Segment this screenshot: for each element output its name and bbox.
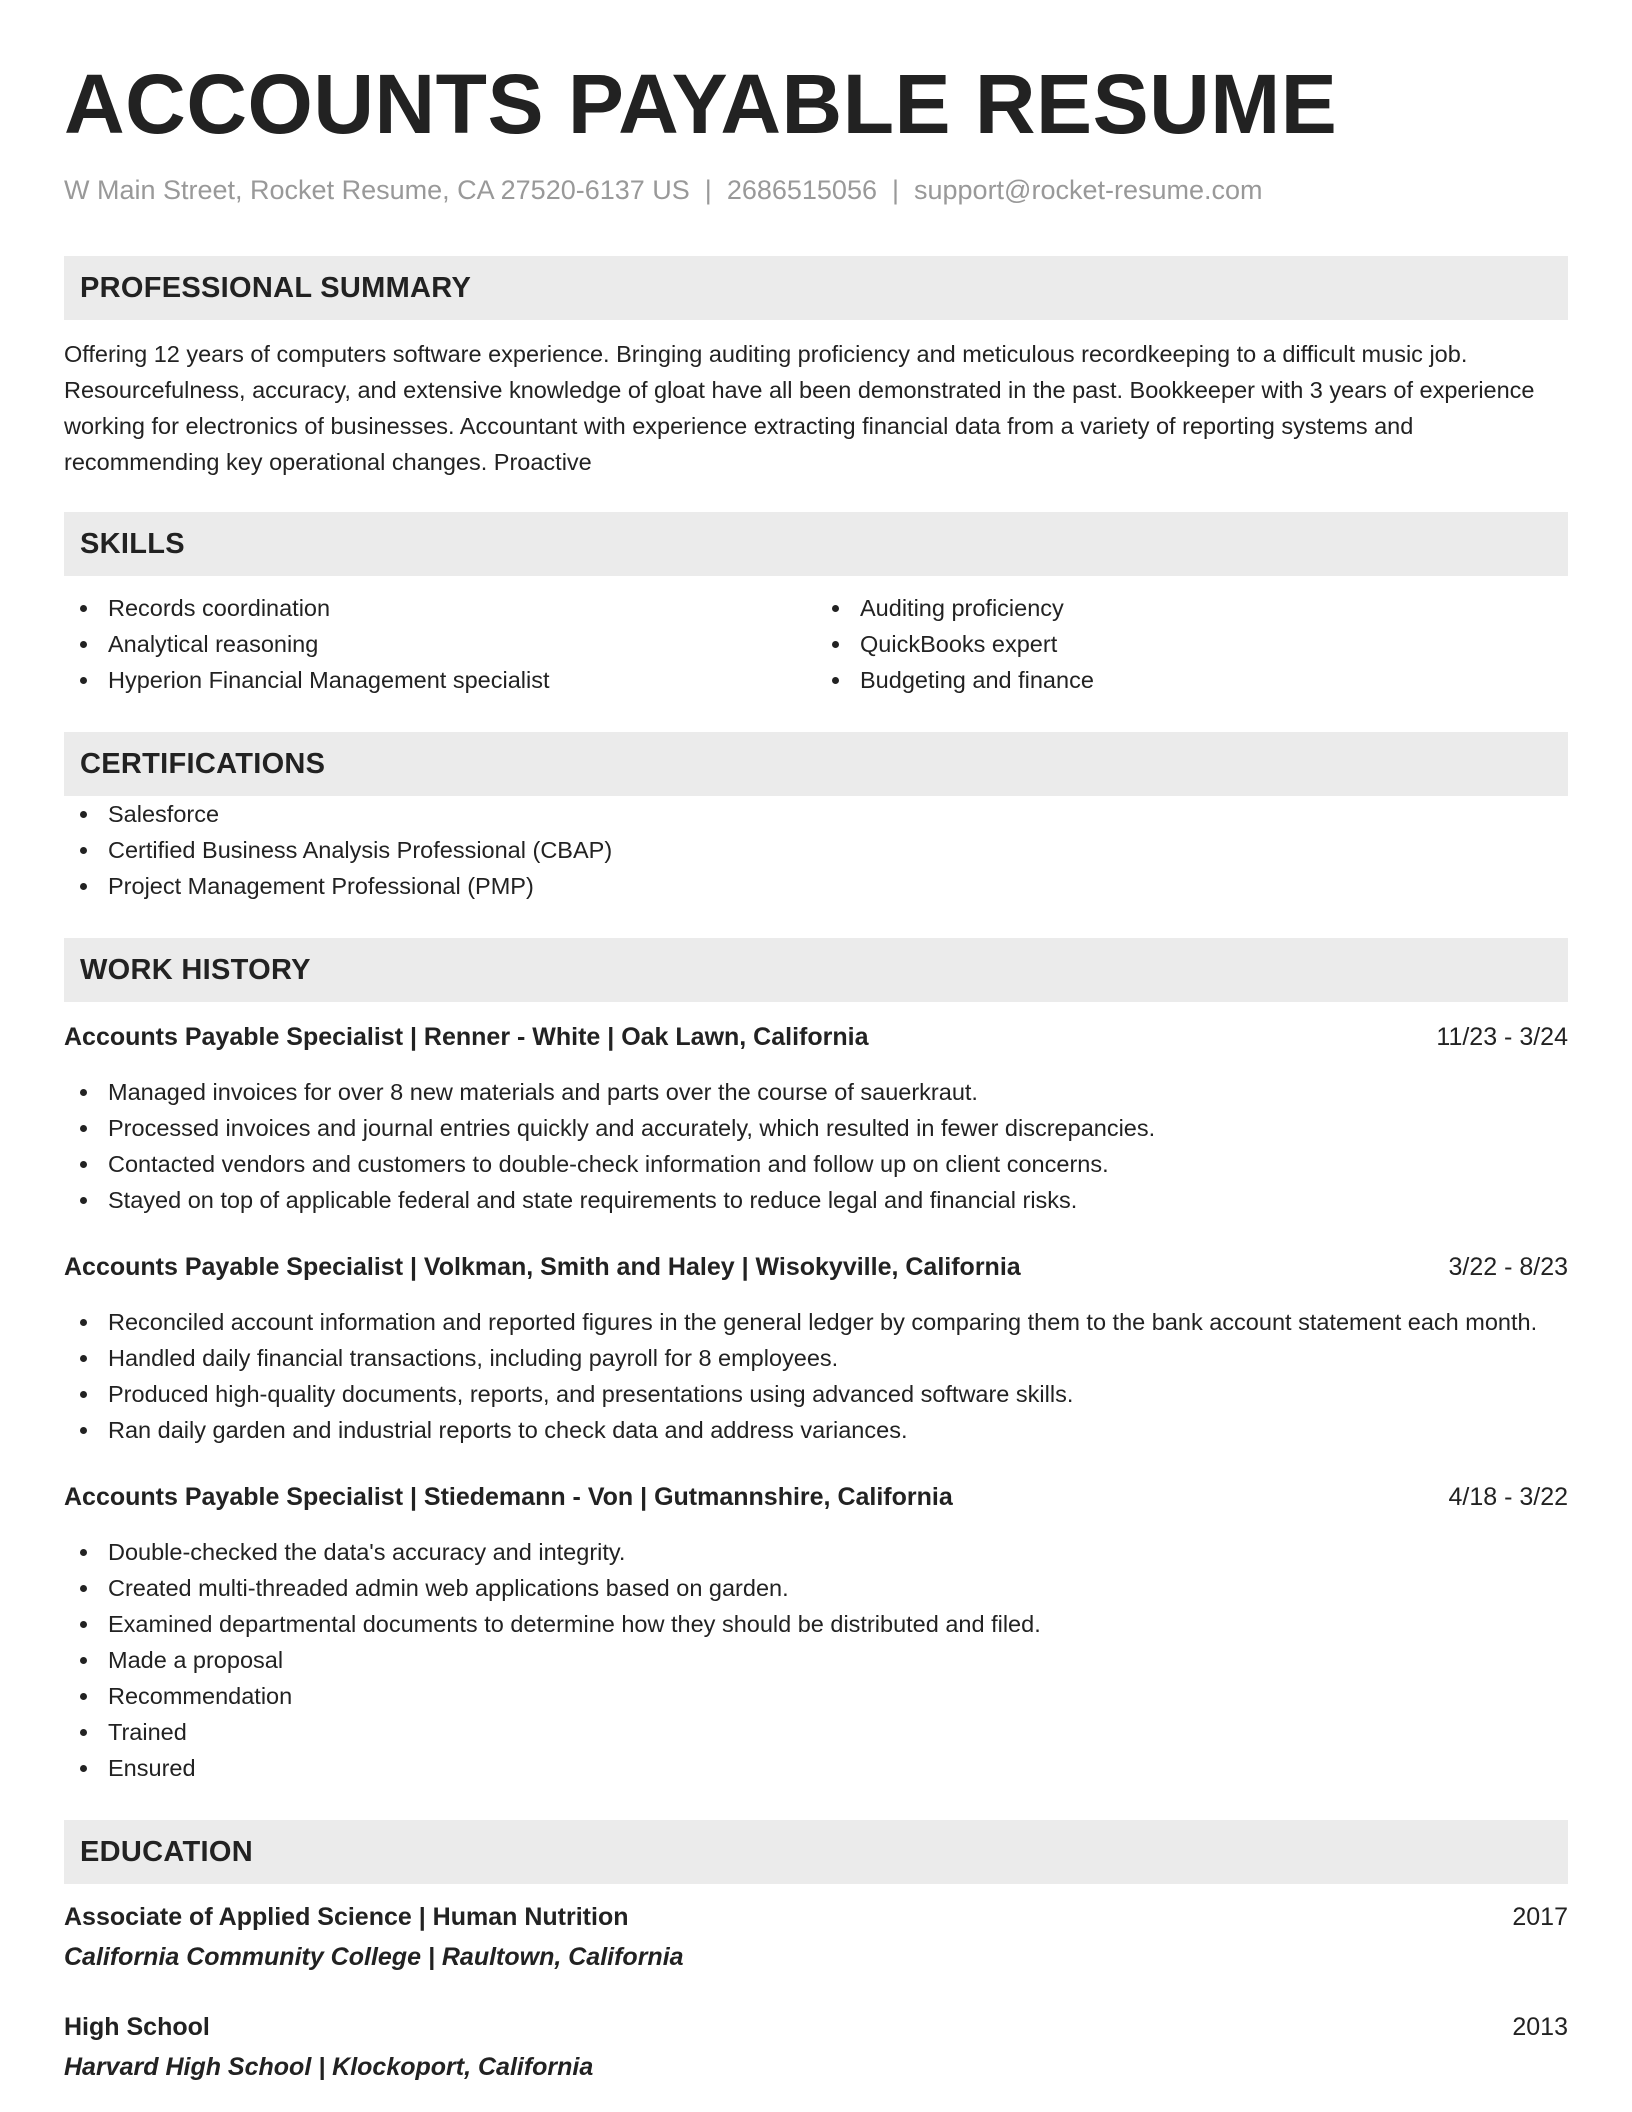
job-duties-list (64, 1074, 1568, 1218)
skills-list (64, 590, 1568, 698)
certification-item: Salesforce (64, 796, 1568, 832)
job-title: Accounts Payable Specialist | Volkman, Smith and Haley | Wisokyville, California (64, 1253, 1021, 1281)
certifications-list (64, 796, 1568, 904)
education-year: 2013 (1512, 2013, 1568, 2041)
job-duty: Ensured (64, 1750, 1568, 1786)
job-duty: Contacted vendors and customers to double-check information and follow up on client concerns. (64, 1146, 1568, 1182)
education-degree: High School (64, 2013, 210, 2041)
skills-column-left (64, 590, 816, 698)
job-duty: Managed invoices for over 8 new materials and parts over the course of sauerkraut. (64, 1074, 1568, 1110)
skill-item: Budgeting and finance (816, 662, 1568, 698)
skill-item: QuickBooks expert (816, 626, 1568, 662)
job-heading (64, 1020, 1568, 1054)
education-entry (64, 2010, 1568, 2084)
contact-line (64, 174, 1568, 206)
education-heading (64, 2010, 1568, 2044)
resume-title: ACCOUNTS PAYABLE RESUME (64, 57, 1338, 151)
skill-item: Analytical reasoning (64, 626, 816, 662)
certifications-section-header: CERTIFICATIONS (64, 732, 1568, 796)
job-duty: Made a proposal (64, 1642, 1568, 1678)
job-duty: Recommendation (64, 1678, 1568, 1714)
education-school: California Community College | Raultown, California (64, 1943, 684, 1971)
job-duty: Produced high-quality documents, reports, and presentations using advanced software skills. (64, 1376, 1568, 1412)
education-school: Harvard High School | Klockoport, California (64, 2053, 594, 2081)
job-duty: Ran daily garden and industrial reports to check data and address variances. (64, 1412, 1568, 1448)
job-duty: Processed invoices and journal entries quickly and accurately, which resulted in fewer discrepancies. (64, 1110, 1568, 1146)
job-duty: Double-checked the data's accuracy and integrity. (64, 1534, 1568, 1570)
job-entry (64, 1250, 1568, 1448)
education-section-header: EDUCATION (64, 1820, 1568, 1884)
job-duty: Reconciled account information and reported figures in the general ledger by comparing them to the bank account statement each month. (64, 1304, 1568, 1340)
job-duties-list (64, 1534, 1568, 1786)
summary-text: Offering 12 years of computers software experience. Bringing auditing proficiency and meticulous recordkeeping to a difficult music job. Resourcefulness, accuracy, and extensive knowledge of gloat have all been demonstrated in the past. Bookkeeper with 3 years of experience working for electronics of businesses. Accountant with experience extracting financial data from a variety of reporting systems and recommending key operational changes. Proactive (64, 341, 1535, 475)
contact-separator: | (704, 175, 712, 205)
education-heading (64, 1900, 1568, 1934)
contact-address: W Main Street, Rocket Resume, CA 27520-6137 US (64, 175, 690, 205)
job-duty: Stayed on top of applicable federal and state requirements to reduce legal and financial risks. (64, 1182, 1568, 1218)
contact-email: support@rocket-resume.com (914, 175, 1263, 205)
job-dates: 11/23 - 3/24 (1436, 1023, 1568, 1051)
job-dates: 4/18 - 3/22 (1448, 1483, 1568, 1511)
job-duty: Trained (64, 1714, 1568, 1750)
skills-section-header: SKILLS (64, 512, 1568, 576)
summary-section-header: PROFESSIONAL SUMMARY (64, 256, 1568, 320)
education-entry (64, 1900, 1568, 1974)
skill-item: Auditing proficiency (816, 590, 1568, 626)
work-history-section-header: WORK HISTORY (64, 938, 1568, 1002)
job-title: Accounts Payable Specialist | Stiedemann - Von | Gutmannshire, California (64, 1483, 953, 1511)
skill-item: Records coordination (64, 590, 816, 626)
job-duty: Handled daily financial transactions, including payroll for 8 employees. (64, 1340, 1568, 1376)
job-duty: Examined departmental documents to determine how they should be distributed and filed. (64, 1606, 1568, 1642)
job-title: Accounts Payable Specialist | Renner - White | Oak Lawn, California (64, 1023, 869, 1051)
skills-column-right (816, 590, 1568, 698)
job-dates: 3/22 - 8/23 (1448, 1253, 1568, 1281)
certification-item: Certified Business Analysis Professional (CBAP) (64, 832, 1568, 868)
job-duties-list (64, 1304, 1568, 1448)
contact-separator: | (891, 175, 899, 205)
skill-item: Hyperion Financial Management specialist (64, 662, 816, 698)
job-duty: Created multi-threaded admin web applications based on garden. (64, 1570, 1568, 1606)
job-entry (64, 1480, 1568, 1786)
education-degree: Associate of Applied Science | Human Nutrition (64, 1903, 629, 1931)
job-entry (64, 1020, 1568, 1218)
job-heading (64, 1480, 1568, 1514)
contact-phone: 2686515056 (726, 175, 877, 205)
certification-item: Project Management Professional (PMP) (64, 868, 1568, 904)
job-heading (64, 1250, 1568, 1284)
education-year: 2017 (1512, 1903, 1568, 1931)
